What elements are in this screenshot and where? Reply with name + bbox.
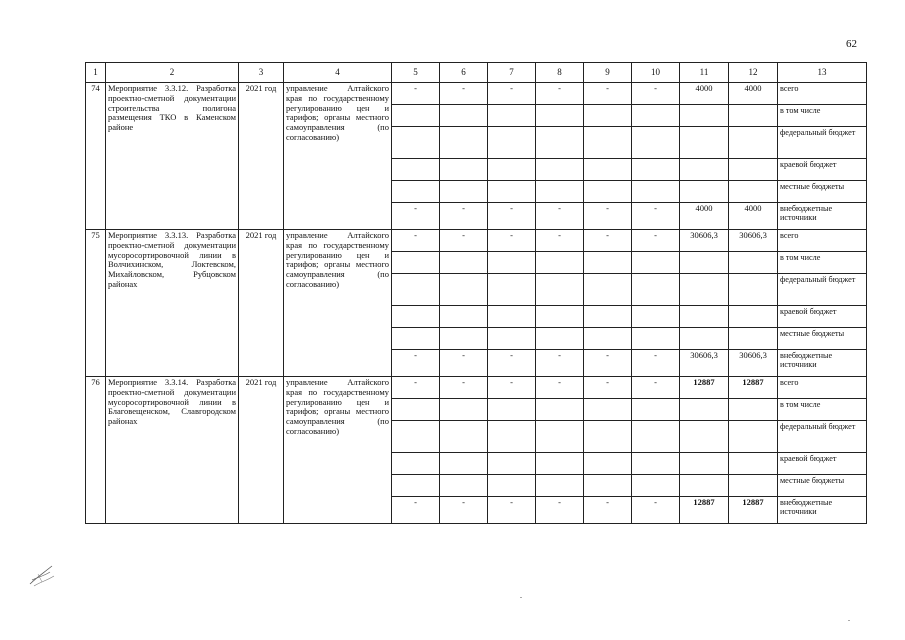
empty-cell <box>536 252 584 274</box>
empty-cell <box>440 159 488 181</box>
empty-cell <box>584 453 632 475</box>
empty-cell <box>392 475 440 497</box>
amount-cell: 12887 <box>680 497 729 524</box>
amount-cell: 4000 <box>680 203 729 230</box>
empty-cell <box>680 328 729 350</box>
empty-cell <box>584 328 632 350</box>
dash-cell: - <box>632 497 680 524</box>
empty-cell <box>392 274 440 306</box>
dash-cell: - <box>584 203 632 230</box>
dash-cell: - <box>584 377 632 399</box>
empty-cell <box>584 274 632 306</box>
funding-source: внебюджетные источники <box>778 350 867 377</box>
empty-cell <box>680 453 729 475</box>
dash-cell: - <box>536 230 584 252</box>
empty-cell <box>632 274 680 306</box>
empty-cell <box>729 274 778 306</box>
empty-cell <box>488 159 536 181</box>
empty-cell <box>488 399 536 421</box>
empty-cell <box>536 127 584 159</box>
empty-cell <box>392 453 440 475</box>
empty-cell <box>440 181 488 203</box>
empty-cell <box>729 399 778 421</box>
empty-cell <box>488 274 536 306</box>
row-number: 75 <box>86 230 106 377</box>
empty-cell <box>392 181 440 203</box>
dash-cell: - <box>536 83 584 105</box>
dash-cell: - <box>488 230 536 252</box>
funding-source: краевой бюджет <box>778 306 867 328</box>
executor-cell: управление Алтайского края по государственному регулированию цен и тарифов; органы местного самоуправления (по согласованию) <box>284 377 392 524</box>
empty-cell <box>536 399 584 421</box>
table-row <box>86 83 867 105</box>
empty-cell <box>392 252 440 274</box>
amount-cell: 30606,3 <box>729 350 778 377</box>
empty-cell <box>584 127 632 159</box>
funding-source: внебюджетные источники <box>778 203 867 230</box>
empty-cell <box>680 105 729 127</box>
dash-cell: - <box>488 497 536 524</box>
dash-cell: - <box>632 350 680 377</box>
empty-cell <box>488 453 536 475</box>
empty-cell <box>536 421 584 453</box>
amount-cell: 4000 <box>680 83 729 105</box>
year-cell: 2021 год <box>239 230 284 377</box>
empty-cell <box>632 421 680 453</box>
executor-cell: управление Алтайского края по государственному регулированию цен и тарифов; органы местного самоуправления (по согласованию) <box>284 83 392 230</box>
empty-cell <box>440 421 488 453</box>
column-header: 11 <box>680 63 729 83</box>
empty-cell <box>488 181 536 203</box>
funding-source: в том числе <box>778 105 867 127</box>
funding-source: местные бюджеты <box>778 181 867 203</box>
scan-dot <box>848 620 850 621</box>
dash-cell: - <box>488 350 536 377</box>
empty-cell <box>632 399 680 421</box>
empty-cell <box>488 127 536 159</box>
empty-cell <box>632 475 680 497</box>
empty-cell <box>536 328 584 350</box>
empty-cell <box>584 159 632 181</box>
empty-cell <box>632 181 680 203</box>
year-cell: 2021 год <box>239 377 284 524</box>
empty-cell <box>488 306 536 328</box>
empty-cell <box>729 181 778 203</box>
empty-cell <box>440 475 488 497</box>
amount-cell: 12887 <box>680 377 729 399</box>
empty-cell <box>680 421 729 453</box>
empty-cell <box>729 328 778 350</box>
funding-source: краевой бюджет <box>778 159 867 181</box>
empty-cell <box>488 252 536 274</box>
empty-cell <box>680 127 729 159</box>
empty-cell <box>488 105 536 127</box>
empty-cell <box>680 252 729 274</box>
column-header: 3 <box>239 63 284 83</box>
row-number: 76 <box>86 377 106 524</box>
funding-source: внебюджетные источники <box>778 497 867 524</box>
empty-cell <box>440 328 488 350</box>
empty-cell <box>536 453 584 475</box>
empty-cell <box>392 306 440 328</box>
funding-source: всего <box>778 230 867 252</box>
column-header: 10 <box>632 63 680 83</box>
empty-cell <box>680 159 729 181</box>
empty-cell <box>632 105 680 127</box>
empty-cell <box>632 127 680 159</box>
dash-cell: - <box>440 230 488 252</box>
empty-cell <box>488 328 536 350</box>
dash-cell: - <box>488 83 536 105</box>
empty-cell <box>584 475 632 497</box>
dash-cell: - <box>440 377 488 399</box>
funding-source: местные бюджеты <box>778 475 867 497</box>
measure-name: Мероприятие 3.3.12. Разработка проектно-сметной документации строительства полигона размещения ТКО в Каменском районе <box>106 83 239 230</box>
funding-source: в том числе <box>778 252 867 274</box>
empty-cell <box>392 105 440 127</box>
dash-cell: - <box>584 497 632 524</box>
empty-cell <box>632 252 680 274</box>
measure-name: Мероприятие 3.3.13. Разработка проектно-сметной документации мусоросортировочной линии в Волчихинском, Локтевском, Михайловском, Рубцовском районах <box>106 230 239 377</box>
dash-cell: - <box>392 350 440 377</box>
column-header: 8 <box>536 63 584 83</box>
dash-cell: - <box>632 203 680 230</box>
dash-cell: - <box>536 203 584 230</box>
empty-cell <box>392 159 440 181</box>
empty-cell <box>392 328 440 350</box>
empty-cell <box>729 252 778 274</box>
funding-source: федеральный бюджет <box>778 127 867 159</box>
empty-cell <box>488 475 536 497</box>
empty-cell <box>680 399 729 421</box>
empty-cell <box>584 252 632 274</box>
column-header: 7 <box>488 63 536 83</box>
dash-cell: - <box>488 203 536 230</box>
dash-cell: - <box>536 497 584 524</box>
empty-cell <box>584 421 632 453</box>
dash-cell: - <box>392 230 440 252</box>
executor-cell: управление Алтайского края по государственному регулированию цен и тарифов; органы местного самоуправления (по согласованию) <box>284 230 392 377</box>
empty-cell <box>729 306 778 328</box>
column-header: 4 <box>284 63 392 83</box>
empty-cell <box>440 399 488 421</box>
table-row <box>86 230 867 252</box>
column-header: 12 <box>729 63 778 83</box>
dash-cell: - <box>440 350 488 377</box>
empty-cell <box>440 252 488 274</box>
dash-cell: - <box>440 83 488 105</box>
handwritten-mark <box>28 562 56 588</box>
empty-cell <box>536 306 584 328</box>
amount-cell: 4000 <box>729 83 778 105</box>
dash-cell: - <box>392 497 440 524</box>
column-header: 5 <box>392 63 440 83</box>
dash-cell: - <box>632 83 680 105</box>
funding-source: федеральный бюджет <box>778 421 867 453</box>
empty-cell <box>729 421 778 453</box>
dash-cell: - <box>440 497 488 524</box>
column-header: 9 <box>584 63 632 83</box>
empty-cell <box>440 274 488 306</box>
measure-name: Мероприятие 3.3.14. Разработка проектно-сметной документации мусоросортировочной линии в Благовещенском, Славгородском районах <box>106 377 239 524</box>
empty-cell <box>729 105 778 127</box>
dash-cell: - <box>584 83 632 105</box>
empty-cell <box>680 475 729 497</box>
empty-cell <box>536 274 584 306</box>
empty-cell <box>536 105 584 127</box>
page-number: 62 <box>846 38 857 50</box>
empty-cell <box>536 475 584 497</box>
funding-source: всего <box>778 377 867 399</box>
dash-cell: - <box>584 350 632 377</box>
empty-cell <box>584 181 632 203</box>
empty-cell <box>488 421 536 453</box>
funding-source: всего <box>778 83 867 105</box>
empty-cell <box>584 306 632 328</box>
empty-cell <box>536 159 584 181</box>
empty-cell <box>584 105 632 127</box>
funding-source: в том числе <box>778 399 867 421</box>
empty-cell <box>680 181 729 203</box>
header-row <box>86 63 867 83</box>
empty-cell <box>440 453 488 475</box>
dash-cell: - <box>392 83 440 105</box>
empty-cell <box>729 127 778 159</box>
funding-table <box>85 62 867 524</box>
column-header: 2 <box>106 63 239 83</box>
empty-cell <box>632 159 680 181</box>
empty-cell <box>392 421 440 453</box>
empty-cell <box>680 274 729 306</box>
amount-cell: 30606,3 <box>729 230 778 252</box>
dash-cell: - <box>536 350 584 377</box>
amount-cell: 12887 <box>729 497 778 524</box>
funding-source: местные бюджеты <box>778 328 867 350</box>
amount-cell: 4000 <box>729 203 778 230</box>
empty-cell <box>440 105 488 127</box>
empty-cell <box>392 127 440 159</box>
dash-cell: - <box>392 203 440 230</box>
empty-cell <box>632 453 680 475</box>
dash-cell: - <box>632 377 680 399</box>
year-cell: 2021 год <box>239 83 284 230</box>
dash-cell: - <box>440 203 488 230</box>
dash-cell: - <box>488 377 536 399</box>
empty-cell <box>729 453 778 475</box>
dash-cell: - <box>392 377 440 399</box>
empty-cell <box>632 328 680 350</box>
column-header: 1 <box>86 63 106 83</box>
amount-cell: 30606,3 <box>680 230 729 252</box>
scan-dot <box>520 597 522 598</box>
row-number: 74 <box>86 83 106 230</box>
table-row <box>86 377 867 399</box>
empty-cell <box>584 399 632 421</box>
empty-cell <box>680 306 729 328</box>
amount-cell: 12887 <box>729 377 778 399</box>
column-header: 6 <box>440 63 488 83</box>
empty-cell <box>536 181 584 203</box>
empty-cell <box>440 127 488 159</box>
column-header: 13 <box>778 63 867 83</box>
amount-cell: 30606,3 <box>680 350 729 377</box>
empty-cell <box>729 159 778 181</box>
empty-cell <box>392 399 440 421</box>
dash-cell: - <box>536 377 584 399</box>
empty-cell <box>440 306 488 328</box>
empty-cell <box>729 475 778 497</box>
funding-source: краевой бюджет <box>778 453 867 475</box>
dash-cell: - <box>632 230 680 252</box>
funding-source: федеральный бюджет <box>778 274 867 306</box>
empty-cell <box>632 306 680 328</box>
dash-cell: - <box>584 230 632 252</box>
